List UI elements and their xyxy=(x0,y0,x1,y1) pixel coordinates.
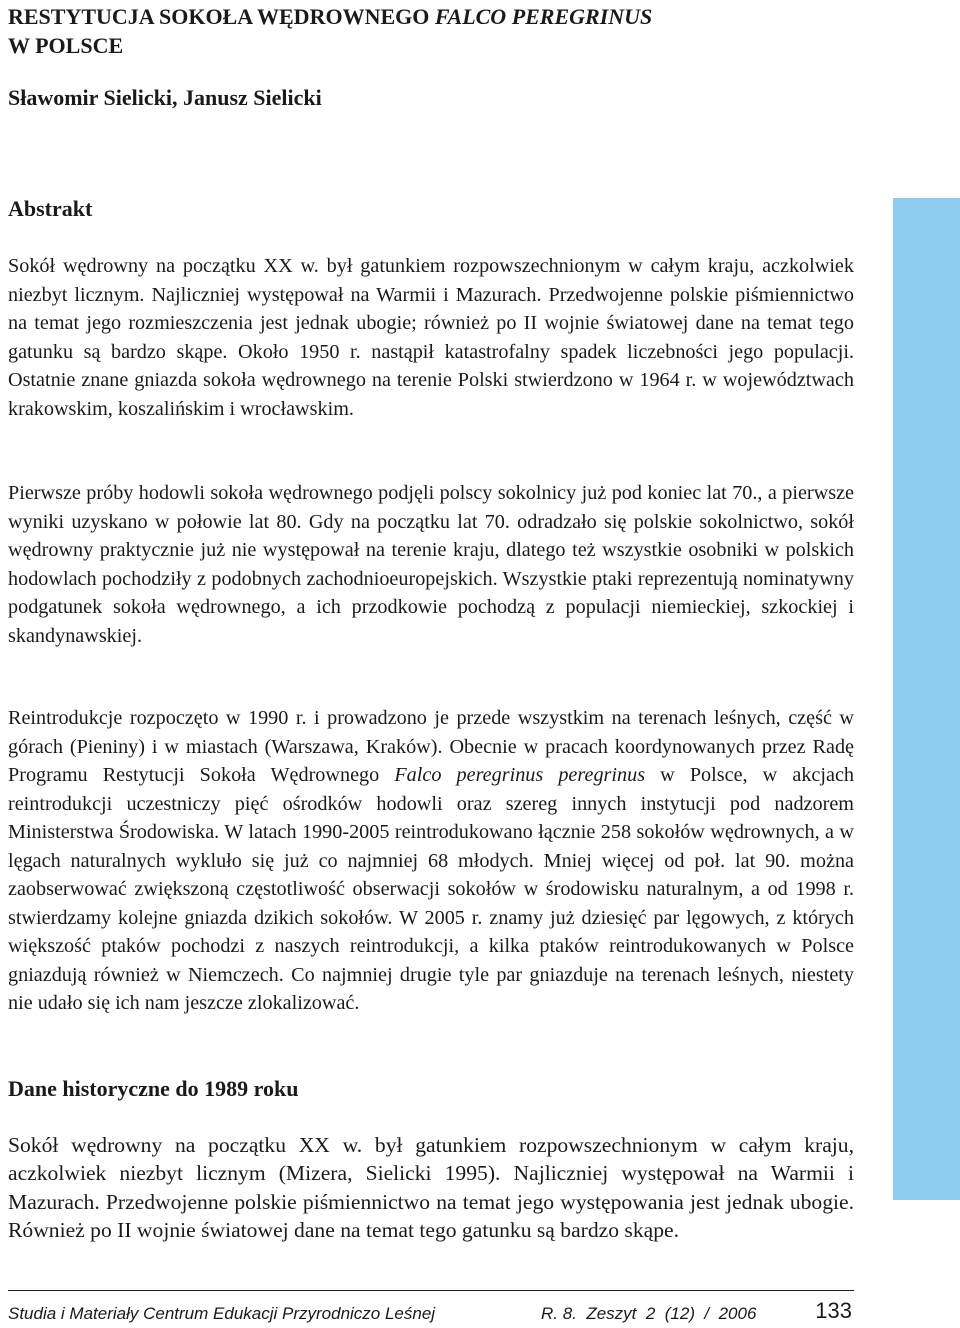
abstract-paragraph-3 xyxy=(8,704,854,1018)
page-number: 133 xyxy=(815,1298,852,1323)
journal-name: Studia i Materiały Centrum Edukacji Przyrodniczo Leśnej xyxy=(8,1304,436,1323)
species-name: Falco peregrinus peregrinus xyxy=(394,764,646,786)
authors: Sławomir Sielicki, Janusz Sielicki xyxy=(8,85,322,110)
paragraph-3-text-before: Reintrodukcje rozpoczęto w 1990 r. i prowadzono je przede wszystkim na terenach leśnych, część w górach (Pieniny) i w miastach (Warszawa, Kraków). Obecnie w pracach koordynowanych przez Radę Programu Restytucji Sokoła Wędrownego xyxy=(8,707,854,786)
article-title xyxy=(8,2,854,60)
page-footer xyxy=(8,1298,854,1328)
title-line2: W POLSCE xyxy=(8,33,124,58)
decorative-side-bar xyxy=(893,198,960,1200)
abstract-paragraph-1: Sokół wędrowny na początku XX w. był gatunkiem rozpowszechnionym w całym kraju, aczkolwiek niezbyt licznym. Najliczniej występował na Warmii i Mazurach. Przedwojenne polskie piśmiennictwo na temat jego rozmieszczenia jest jednak ubogie; również po II wojnie światowej dane na temat tego gatunku są bardzo skąpe. Około 1950 r. nastąpił katastrofalny spadek liczebności jego populacji. Ostatnie znane gniazda sokoła wędrownego na terenie Polski stwierdzono w 1964 r. w województwach krakowskim, koszalińskim i wrocławskim. xyxy=(8,255,854,420)
footer-rule xyxy=(8,1290,854,1291)
history-heading: Dane historyczne do 1989 roku xyxy=(8,1076,299,1101)
paragraph-3-text-after: w Polsce, w akcjach reintrodukcji uczestniczy pięć ośrodków hodowli oraz szereg innych instytucji pod nadzorem Ministerstwa Środowiska. W latach 1990-2005 reintrodukowano łącznie 258 sokołów wędrownych, a w lęgach naturalnych wykluło się już co najmniej 68 młodych. Mniej więcej od poł. lat 90. można zaobserwować zwiększoną częstotliwość obserwacji sokołów w środowisku naturalnym, a od 1998 r. stwierdzamy kolejne gniazda dzikich sokołów. W 2005 r. znamy już dziesięć par lęgowych, z których większość ptaków pochodzi z naszych reintrodukcji, a kilka ptaków reintrodukowanych w Polsce gniazdują również w Niemczech. Co najmniej drugie tyle par gniazduje na terenach leśnych, niestety nie udało się ich nam jeszcze zlokalizować. xyxy=(8,764,854,1014)
issue-info: R. 8. Zeszyt 2 (12) / 2006 xyxy=(541,1304,757,1323)
abstract-heading: Abstrakt xyxy=(8,196,93,221)
title-species: FALCO PEREGRINUS xyxy=(434,4,653,29)
history-paragraph-1: Sokół wędrowny na początku XX w. był gatunkiem rozpowszechnionym w całym kraju, aczkolwiek niezbyt licznym (Mizera, Sielicki 1995). Najliczniej występował na Warmii i Mazurach. Przedwojenne polskie piśmiennictwo na temat jego występowania jest jednak ubogie. Również po II wojnie światowej dane na temat tego gatunku są bardzo skąpe. xyxy=(8,1133,854,1243)
abstract-paragraph-2: Pierwsze próby hodowli sokoła wędrownego podjęli polscy sokolnicy już pod koniec lat 70., a pierwsze wyniki uzyskano w połowie lat 80. Gdy na początku lat 70. odradzało się polskie sokolnictwo, sokół wędrowny praktycznie już nie występował na terenie kraju, dlatego też wszystkie osobniki w polskich hodowlach pochodziły z podobnych zachodnioeuropejskich. Wszystkie ptaki reprezentują nominatywny podgatunek sokoła wędrownego, a ich przodkowie pochodzą z populacji niemieckiej, szkockiej i skandynawskiej. xyxy=(8,482,854,647)
title-main: RESTYTUCJA SOKOŁA WĘDROWNEGO xyxy=(8,4,435,29)
